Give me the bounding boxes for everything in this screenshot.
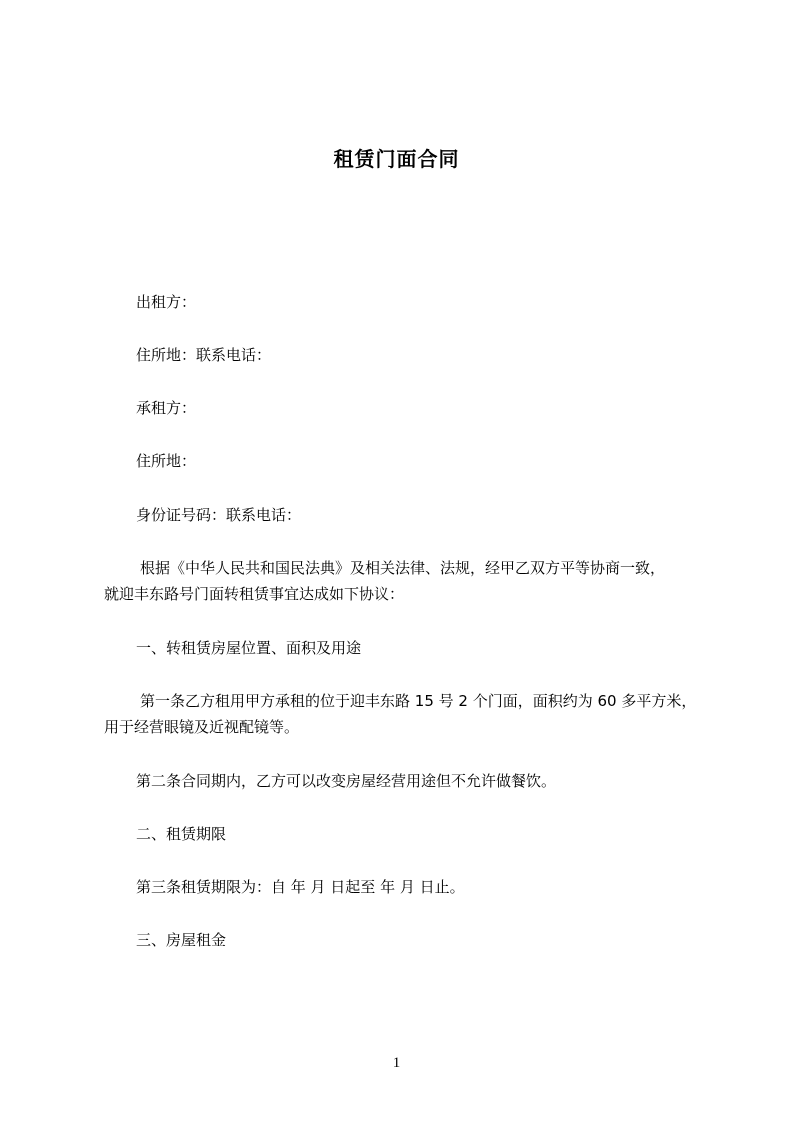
article-3-line: 第三条租赁期限为：自 年 月 日起至 年 月 日止。: [136, 878, 465, 896]
section-1-heading: 一、转租赁房屋位置、面积及用途: [136, 639, 362, 657]
lessor-line: 出租方：: [136, 293, 197, 311]
page-number: 1: [392, 1055, 401, 1071]
section-2-heading: 二、租赁期限: [136, 825, 227, 843]
lessee-line: 承租方：: [136, 399, 197, 417]
section-3-heading: 三、房屋租金: [136, 931, 227, 949]
article-1-line-2: 用于经营眼镜及近视配镜等。: [104, 718, 300, 736]
document-title: 租赁门面合同: [333, 147, 460, 171]
id-number-line: 身份证号码：联系电话：: [136, 506, 302, 524]
lessee-address-line: 住所地：: [136, 452, 197, 470]
preamble-line-1: 根据《中华人民共和国民法典》及相关法律、法规，经甲乙双方平等协商一致，: [140, 559, 666, 577]
article-2-line: 第二条合同期内，乙方可以改变房屋经营用途但不允许做餐饮。: [136, 772, 557, 790]
lessor-address-line: 住所地：联系电话：: [136, 346, 272, 364]
preamble-line-2: 就迎丰东路号门面转租赁事宜达成如下协议：: [104, 585, 405, 603]
article-1-line-1: 第一条乙方租用甲方承租的位于迎丰东路 15 号 2 个门面，面积约为 60 多平方米，: [140, 692, 697, 710]
